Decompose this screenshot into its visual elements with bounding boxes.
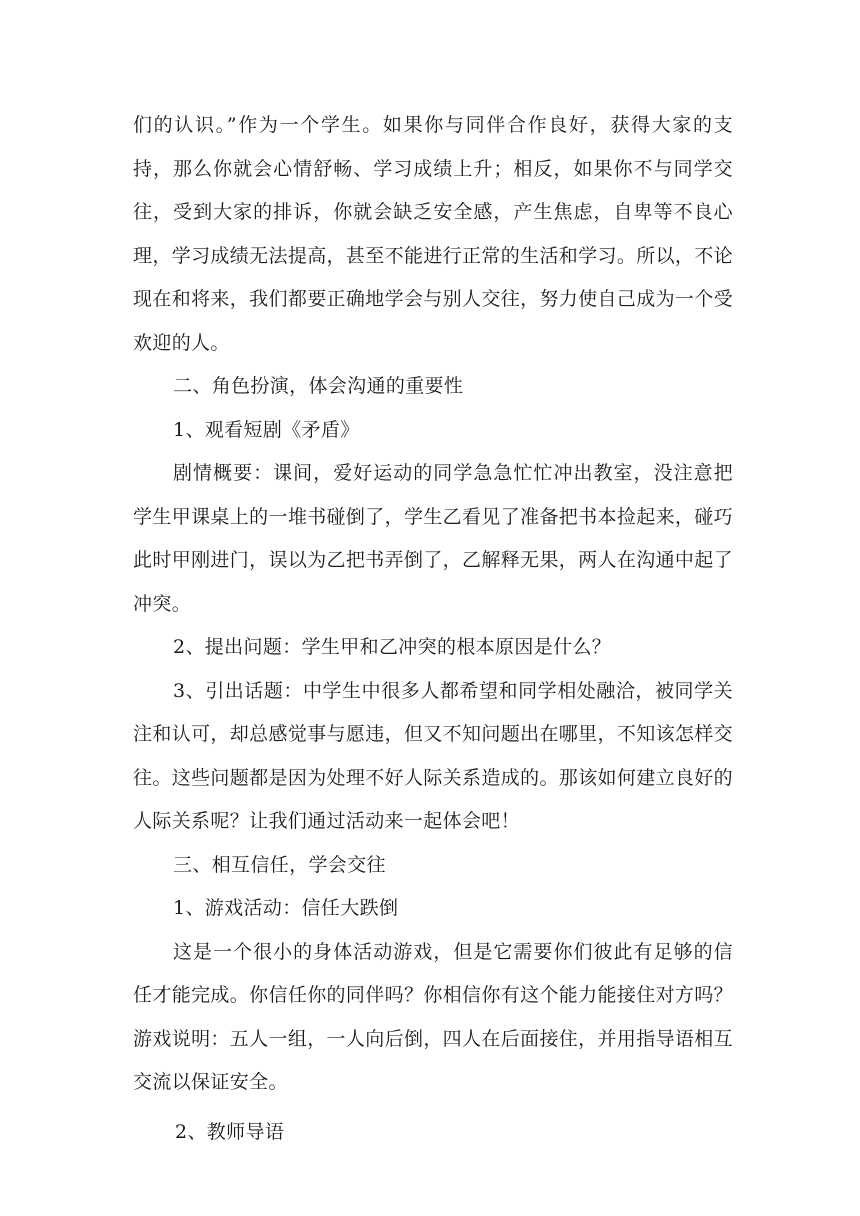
subheading-raise-question: 2、提出问题：学生甲和乙冲突的根本原因是什么？ [173, 636, 612, 658]
section-heading-mutual-trust: 三、相互信任，学会交往 [173, 853, 386, 876]
paragraph-plot-summary: 剧情概要：课间，爱好运动的同学急急忙忙冲出教室，没注意把学生甲课桌上的一堆书碰倒了，学生乙看见了准备把书本捡起来，碰巧此时甲刚进门，误以为乙把书弄倒了，乙解释无果，两人在沟通中起了冲突。 [133, 462, 733, 615]
paragraph-introduce-topic: 3、引出话题：中学生中很多人都希望和同学相处融洽，被同学关注和认可，却总感觉事与愿违，但又不知问题出在哪里，不知该怎样交往。这些问题都是因为处理不好人际关系造成的。那该如何建立良好的人际关系呢？让我们通过活动来一起体会吧！ [133, 679, 733, 832]
section-heading-role-play: 二、角色扮演，体会沟通的重要性 [173, 375, 464, 397]
subheading-teacher-guide: 2、教师导语 [175, 1120, 285, 1143]
paragraph-continuation: 们的认识。”作为一个学生。如果你与同伴合作良好，获得大家的支持，那么你就会心情舒畅、学习成绩上升；相反，如果你不与同学交往，受到大家的排诉，你就会缺乏安全感，产生焦虑，自卑等不良心理，学习成绩无法提高，甚至不能进行正常的生活和学习。所以，不论现在和将来，我们都要正确地学会与别人交往，努力使自己成为一个受欢迎的人。 [133, 114, 733, 354]
subheading-watch-skit: 1、观看短剧《矛盾》 [173, 418, 360, 441]
paragraph-game-description: 这是一个很小的身体活动游戏，但是它需要你们彼此有足够的信任才能完成。你信任你的同伴吗？你相信你有这个能力能接住对方吗？游戏说明：五人一组，一人向后倒，四人在后面接住，并用指导语相互交流以保证安全。 [133, 940, 733, 1093]
subheading-game-activity: 1、游戏活动：信任大跌倒 [173, 897, 399, 919]
document-body [133, 104, 733, 1154]
